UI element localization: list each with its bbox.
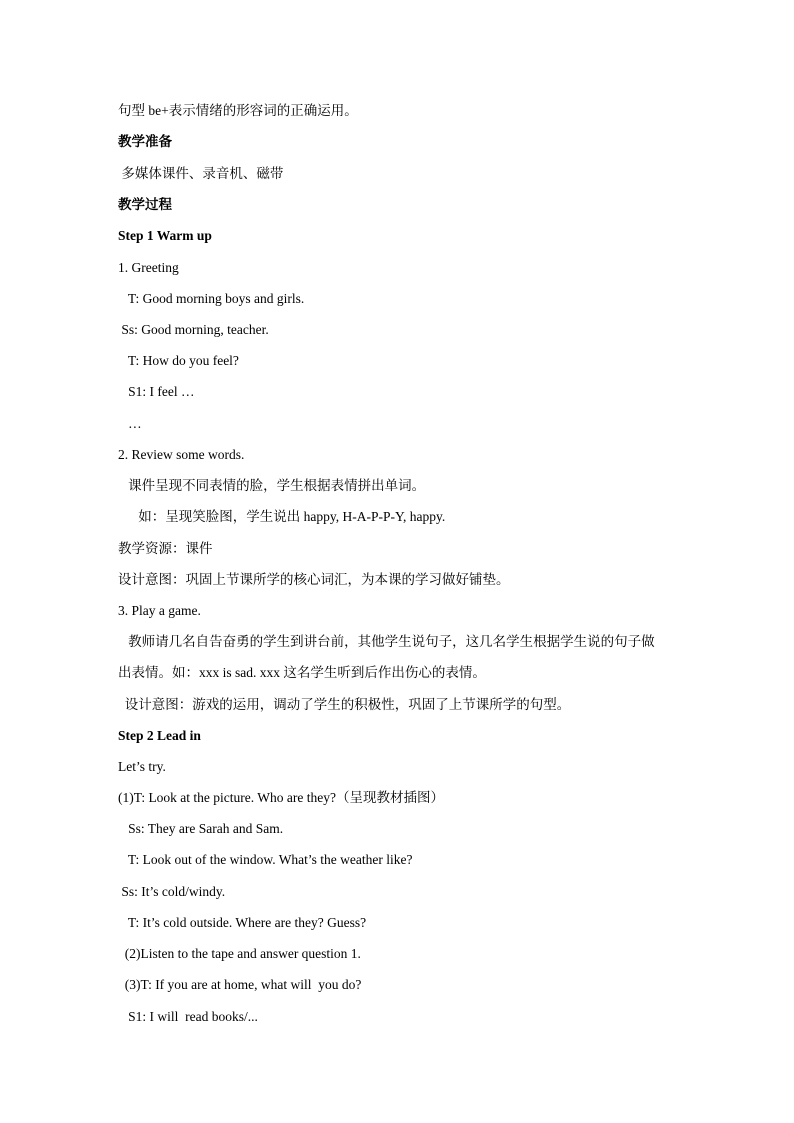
text-line: (3)T: If you are at home, what will you do? (118, 977, 362, 992)
step-heading: Step 2 Lead in (118, 728, 201, 743)
text-line: 1. Greeting (118, 260, 179, 275)
text-line: 设计意图：巩固上节课所学的核心词汇，为本课的学习做好铺垫。 (118, 572, 510, 587)
text-line: 2. Review some words. (118, 447, 245, 462)
text-line: 3. Play a game. (118, 603, 201, 618)
section-heading: 教学准备 (118, 134, 172, 149)
text-line: 句型 be+表示情绪的形容词的正确运用。 (118, 103, 358, 118)
text-line: S1: I will read books/... (118, 1009, 258, 1024)
text-line: 如：呈现笑脸图，学生说出 happy, H-A-P-P-Y, happy. (118, 509, 446, 524)
text-line: 课件呈现不同表情的脸，学生根据表情拼出单词。 (118, 478, 426, 493)
text-line: T: How do you feel? (118, 353, 239, 368)
text-line: Ss: They are Sarah and Sam. (118, 821, 284, 836)
text-line: Ss: It’s cold/windy. (118, 884, 226, 899)
step-heading: Step 1 Warm up (118, 228, 212, 243)
text-line: 教学资源：课件 (118, 541, 213, 556)
text-line: 出表情。如：xxx is sad. xxx 这名学生听到后作出伤心的表情。 (118, 665, 486, 680)
text-line: 多媒体课件、录音机、磁带 (118, 166, 284, 181)
text-line: T: Look out of the window. What’s the weather like? (118, 852, 413, 867)
text-line: (2)Listen to the tape and answer question 1. (118, 946, 361, 961)
section-heading: 教学过程 (118, 197, 172, 212)
text-line: (1)T: Look at the picture. Who are they?（呈现教材插图） (118, 790, 444, 805)
text-line: T: Good morning boys and girls. (118, 291, 305, 306)
text-line: Let’s try. (118, 759, 166, 774)
text-line: S1: I feel … (118, 384, 195, 399)
text-line: … (118, 416, 142, 431)
text-line: 教师请几名自告奋勇的学生到讲台前，其他学生说句子，这几名学生根据学生说的句子做 (118, 634, 655, 649)
text-line: T: It’s cold outside. Where are they? Guess? (118, 915, 367, 930)
text-line: 设计意图：游戏的运用，调动了学生的积极性，巩固了上节课所学的句型。 (118, 697, 571, 712)
text-line: Ss: Good morning, teacher. (118, 322, 269, 337)
